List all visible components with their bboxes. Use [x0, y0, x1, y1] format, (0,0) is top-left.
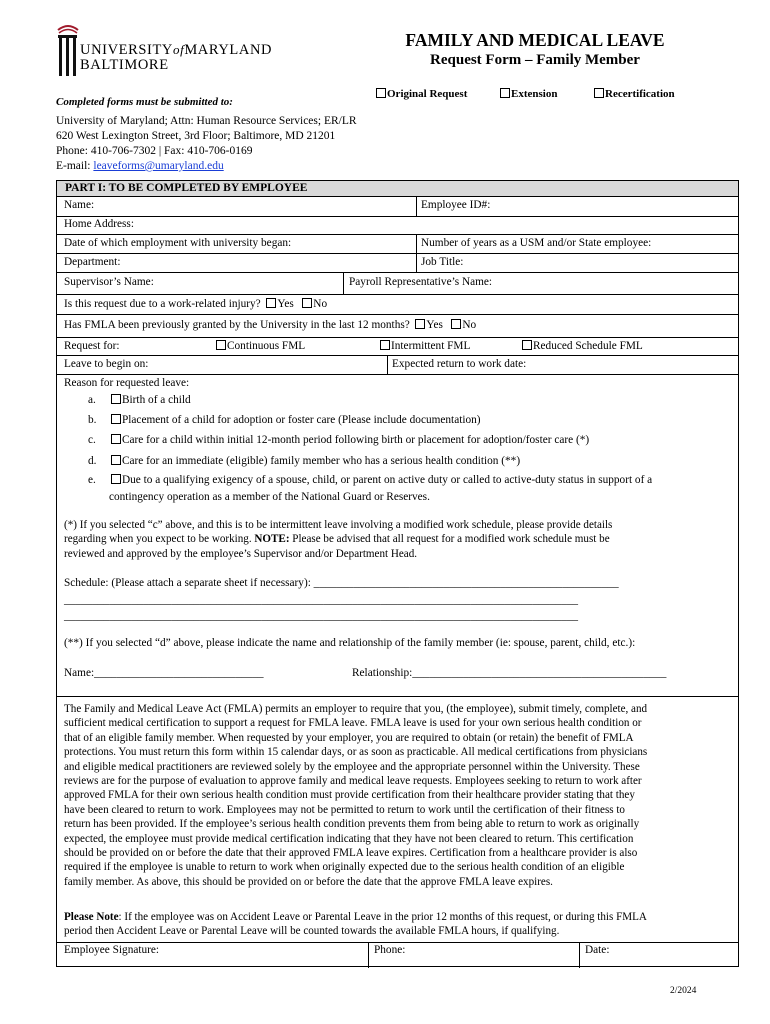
submit-address [56, 114, 357, 174]
work-injury-yes-checkbox[interactable] [266, 298, 276, 308]
please-note-line2: period then Accident Leave or Parental Leave will be counted towards the available FMLA hours, if qualifying. [64, 925, 560, 938]
extension-checkbox[interactable] [500, 88, 510, 98]
reason-letter: d. [88, 455, 97, 467]
reason-e-checkbox[interactable] [111, 474, 121, 484]
fmla-paragraph-line: reviews are for the purpose of evaluation to approve family and medical leave requests. Employees seeking to return to work after [64, 775, 642, 788]
note-c [64, 518, 732, 561]
reason-letter: e. [88, 474, 96, 486]
payroll-label: Payroll Representative’s Name: [349, 276, 493, 288]
extension-option[interactable] [500, 88, 557, 100]
part1-heading: PART I: TO BE COMPLETED BY EMPLOYEE [57, 181, 738, 196]
reason-text: Placement of a child for adoption or foster care (Please include documentation) [122, 414, 481, 426]
fmla-paragraph-line: approved FMLA for their own serious health condition must provide certification from their healthcare provider stating that they [64, 789, 635, 802]
submit-line2: 620 West Lexington Street, 3rd Floor; Baltimore, MD 21201 [56, 130, 336, 142]
intermittent-option[interactable] [380, 340, 470, 352]
schedule-field[interactable]: Schedule: (Please attach a separate sheet if necessary): ______________________________________________________ [64, 577, 619, 589]
reason-c[interactable] [88, 434, 589, 446]
part1-form [56, 180, 739, 967]
reason-d[interactable] [88, 455, 520, 467]
prev-fmla-no-label: No [462, 319, 477, 331]
employee-id-label: Employee ID#: [421, 199, 491, 211]
reason-b-checkbox[interactable] [111, 414, 121, 424]
relationship-field[interactable]: Relationship:_____________________________________________ [352, 667, 667, 679]
work-injury-no-label: No [313, 298, 328, 310]
reduced-checkbox[interactable] [522, 340, 532, 350]
fmla-paragraph-line: have been cleared to return to work. Employees may not be permitted to return to work until the certification of their fitness to [64, 803, 625, 816]
fmla-paragraph-line: and eligible medical practitioners are reviewed solely by the employee and the appropriate personnel within the University. These [64, 760, 640, 773]
name-label: Name: [64, 199, 95, 211]
submit-line3: Phone: 410-706-7302 | Fax: 410-706-0169 [56, 145, 253, 157]
phone-label: Phone: [374, 944, 406, 956]
prev-fmla-yes-checkbox[interactable] [415, 319, 425, 329]
fmla-paragraph-line: family member. As above, this should be provided on or before the date that the approve FMLA leave expires. [64, 875, 553, 888]
reason-letter: b. [88, 414, 97, 426]
continuous-checkbox[interactable] [216, 340, 226, 350]
continuous-label: Continuous FML [227, 340, 306, 352]
logo-word-of: of [173, 42, 185, 57]
fmla-paragraph-line: return has been provided. If the employee’s serious health condition prevents them from being able to return to work as originally [64, 818, 640, 831]
fmla-paragraph-line: The Family and Medical Leave Act (FMLA) permits an employer to require that you, (the employee), submit timely, complete, and [64, 703, 648, 715]
fmla-paragraph-line: protections. You must return this form within 15 calendar days, or as soon as practicable. All medical certifications from physicians [64, 746, 648, 759]
schedule-line-2[interactable]: ___________________________________________________________________________________________ [64, 594, 579, 606]
reason-a-checkbox[interactable] [111, 394, 121, 404]
please-note-line1: : If the employee was on Accident Leave or Parental Leave in the prior 12 months of this request, or during this FMLA [118, 911, 647, 923]
reason-c-checkbox[interactable] [111, 434, 121, 444]
reason-d-checkbox[interactable] [111, 455, 121, 465]
university-logo-mark [57, 24, 79, 78]
recertification-option[interactable] [594, 88, 675, 100]
supervisor-label: Supervisor’s Name: [64, 276, 154, 288]
intermittent-label: Intermittent FML [391, 340, 471, 352]
fmla-paragraph-line: should be provided on or before the date that their approved FMLA leave expires. Certification from a healthcare provider is also [64, 847, 638, 860]
work-injury-label: Is this request due to a work-related injury? [64, 298, 261, 310]
reason-letter: a. [88, 394, 96, 406]
prev-fmla-yes-label: Yes [426, 319, 443, 331]
logo-word-baltimore: BALTIMORE [80, 57, 169, 73]
note-d: (**) If you selected “d” above, please indicate the name and relationship of the family member (ie: spouse, parent, child, etc.): [64, 637, 636, 649]
note-c-bold: NOTE: [254, 533, 290, 546]
email-link[interactable]: leaveforms@umaryland.edu [93, 160, 224, 172]
request-for-label: Request for: [64, 340, 120, 352]
note-c-line2b: Please be advised that all request for a modified work schedule must be [289, 533, 610, 546]
intermittent-checkbox[interactable] [380, 340, 390, 350]
reason-text: Due to a qualifying exigency of a spouse, child, or parent on active duty or called to active-duty status in support of a [122, 474, 653, 486]
work-injury-question [64, 298, 327, 310]
years-label: Number of years as a USM and/or State employee: [421, 237, 652, 249]
work-injury-no-checkbox[interactable] [302, 298, 312, 308]
reason-text: Care for an immediate (eligible) family member who has a serious health condition (**) [122, 455, 521, 467]
university-logo [57, 24, 272, 78]
submit-label: Completed forms must be submitted to: [56, 96, 233, 108]
reason-e-continued: contingency operation as a member of the National Guard or Reserves. [109, 491, 430, 503]
logo-word-university: UNIVERSITY [80, 42, 173, 58]
fmla-paragraph-line: required if the employee is unable to return to work when originally expected due to the serious health condition of an eligible [64, 861, 625, 874]
reduced-option[interactable] [522, 340, 643, 352]
original-request-label: Original Request [387, 88, 468, 100]
fmla-paragraph [64, 702, 732, 889]
job-title-label: Job Title: [421, 256, 464, 268]
reason-text: Birth of a child [122, 394, 191, 406]
family-name-field[interactable]: Name:______________________________ [64, 667, 264, 679]
logo-word-maryland: MARYLAND [184, 42, 273, 58]
form-subtitle: Request Form – Family Member [430, 52, 640, 68]
fmla-paragraph-line: sufficient medical certification to support a request for FMLA leave. FMLA leave is used for your own serious health condition or [64, 717, 642, 730]
prev-fmla-question [64, 319, 476, 331]
reason-b[interactable] [88, 414, 481, 426]
prev-fmla-no-checkbox[interactable] [451, 319, 461, 329]
reason-label: Reason for requested leave: [64, 377, 190, 389]
fmla-paragraph-line: that of an eligible family member. When requested by your employer, you are required to obtain (or retain) the benefit of FMLA [64, 731, 634, 744]
reason-letter: c. [88, 434, 96, 446]
continuous-option[interactable] [216, 340, 305, 352]
reason-a[interactable] [88, 394, 191, 406]
schedule-line-3[interactable]: ___________________________________________________________________________________________ [64, 610, 579, 622]
form-title: FAMILY AND MEDICAL LEAVE [405, 30, 665, 50]
work-injury-yes-label: Yes [277, 298, 294, 310]
reduced-label: Reduced Schedule FML [533, 340, 643, 352]
recertification-checkbox[interactable] [594, 88, 604, 98]
please-note-bold: Please Note [64, 911, 119, 923]
home-address-label: Home Address: [64, 218, 134, 230]
leave-begin-label: Leave to begin on: [64, 358, 149, 370]
fmla-paragraph-line: expected, the employee must provide medical certification indicating that they have not been cleared to return. This certification [64, 832, 634, 845]
extension-label: Extension [511, 88, 558, 100]
form-version: 2/2024 [670, 986, 697, 996]
date-began-label: Date of which employment with university began: [64, 237, 292, 249]
signature-label: Employee Signature: [64, 944, 160, 956]
note-c-line1: (*) If you selected “c” above, and this is to be intermittent leave involving a modified work schedule, please provide details [64, 519, 613, 531]
note-c-line2: regarding when you expect to be working. [64, 533, 255, 546]
please-note [64, 910, 732, 939]
prev-fmla-label: Has FMLA been previously granted by the University in the last 12 months? [64, 319, 410, 331]
department-label: Department: [64, 256, 121, 268]
reason-e[interactable] [88, 474, 652, 486]
original-request-option[interactable] [376, 88, 467, 100]
original-request-checkbox[interactable] [376, 88, 386, 98]
reason-text: Care for a child within initial 12-month period following birth or placement for adoption/foster care (*) [122, 434, 590, 446]
email-label: E-mail: [56, 160, 94, 172]
date-label: Date: [585, 944, 610, 956]
expected-return-label: Expected return to work date: [392, 358, 527, 370]
note-c-line3: reviewed and approved by the employee’s Supervisor and/or Department Head. [64, 547, 418, 560]
submit-line1: University of Maryland; Attn: Human Resource Services; ER/LR [56, 115, 357, 127]
recertification-label: Recertification [605, 88, 675, 100]
